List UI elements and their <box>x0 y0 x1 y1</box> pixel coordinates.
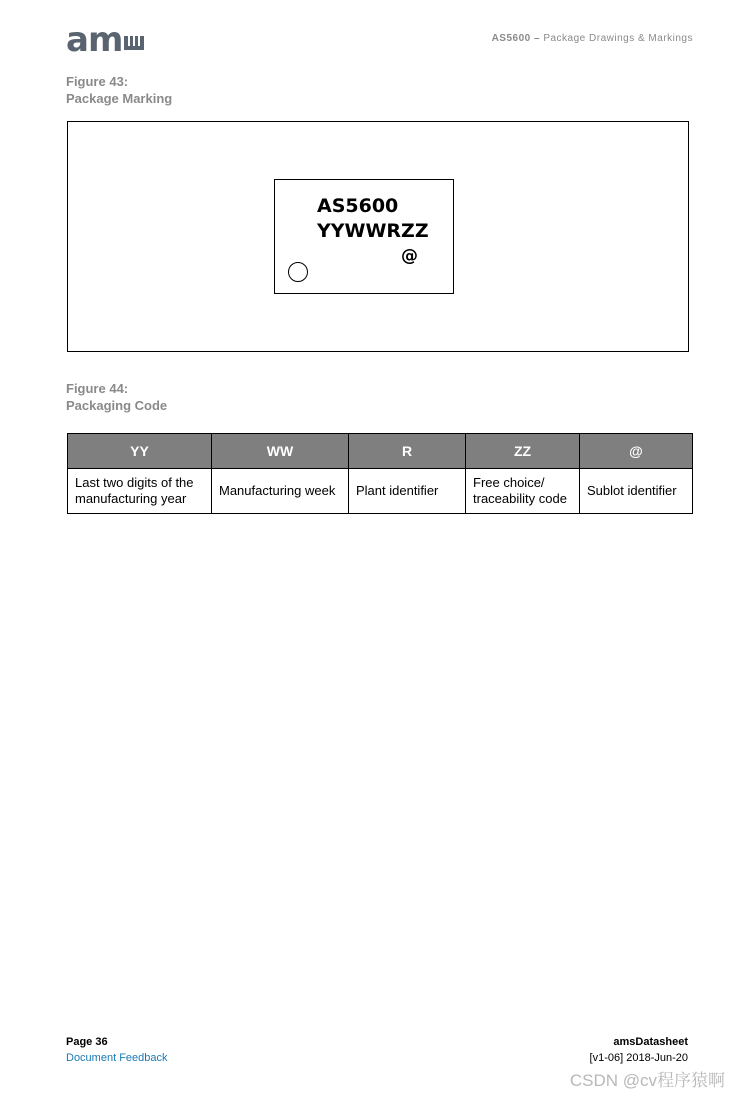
column-header: WW <box>212 434 349 469</box>
table-cell: Free choice/ traceability code <box>466 469 580 514</box>
doc-title: Package Drawings & Markings <box>543 33 693 44</box>
document-feedback-link[interactable]: Document Feedback <box>66 1052 168 1064</box>
version-date: [v1-06] 2018-Jun-20 <box>589 1052 688 1064</box>
table-header-row <box>68 434 693 469</box>
logo-text: am <box>66 20 123 60</box>
table-cell: Sublot identifier <box>580 469 693 514</box>
chip-marking-line-2: YYWWRZZ <box>317 220 429 242</box>
figure-title: Packaging Code <box>66 398 168 413</box>
figure-44-caption <box>66 380 167 414</box>
doc-prefix: AS5600 – <box>491 33 541 44</box>
figure-number: Figure 44: <box>66 381 129 396</box>
ams-logo <box>66 20 146 60</box>
package-chip <box>274 179 454 294</box>
figure-number: Figure 43: <box>66 74 129 89</box>
document-header <box>492 33 693 44</box>
chip-marking-line-1: AS5600 <box>317 195 399 217</box>
column-header: R <box>349 434 466 469</box>
footer-right <box>590 1034 688 1066</box>
datasheet-label: amsDatasheet <box>613 1036 688 1048</box>
table-cell: Plant identifier <box>349 469 466 514</box>
column-header: YY <box>68 434 212 469</box>
footer-left <box>66 1034 168 1066</box>
column-header: ZZ <box>466 434 580 469</box>
table-cell: Manufacturing week <box>212 469 349 514</box>
figure-title: Package Marking <box>66 91 173 106</box>
logo-mark-icon <box>124 32 146 54</box>
chip-sublot-symbol: @ <box>401 246 418 266</box>
watermark: CSDN @cv程序猿啊 <box>569 1071 725 1090</box>
table-row <box>68 469 693 514</box>
pin1-indicator-icon <box>288 262 308 282</box>
table-cell: Last two digits of the manufacturing year <box>68 469 212 514</box>
packaging-code-table <box>67 433 693 514</box>
column-header: @ <box>580 434 693 469</box>
page-number: Page 36 <box>66 1036 108 1048</box>
figure-43-caption <box>66 73 172 107</box>
